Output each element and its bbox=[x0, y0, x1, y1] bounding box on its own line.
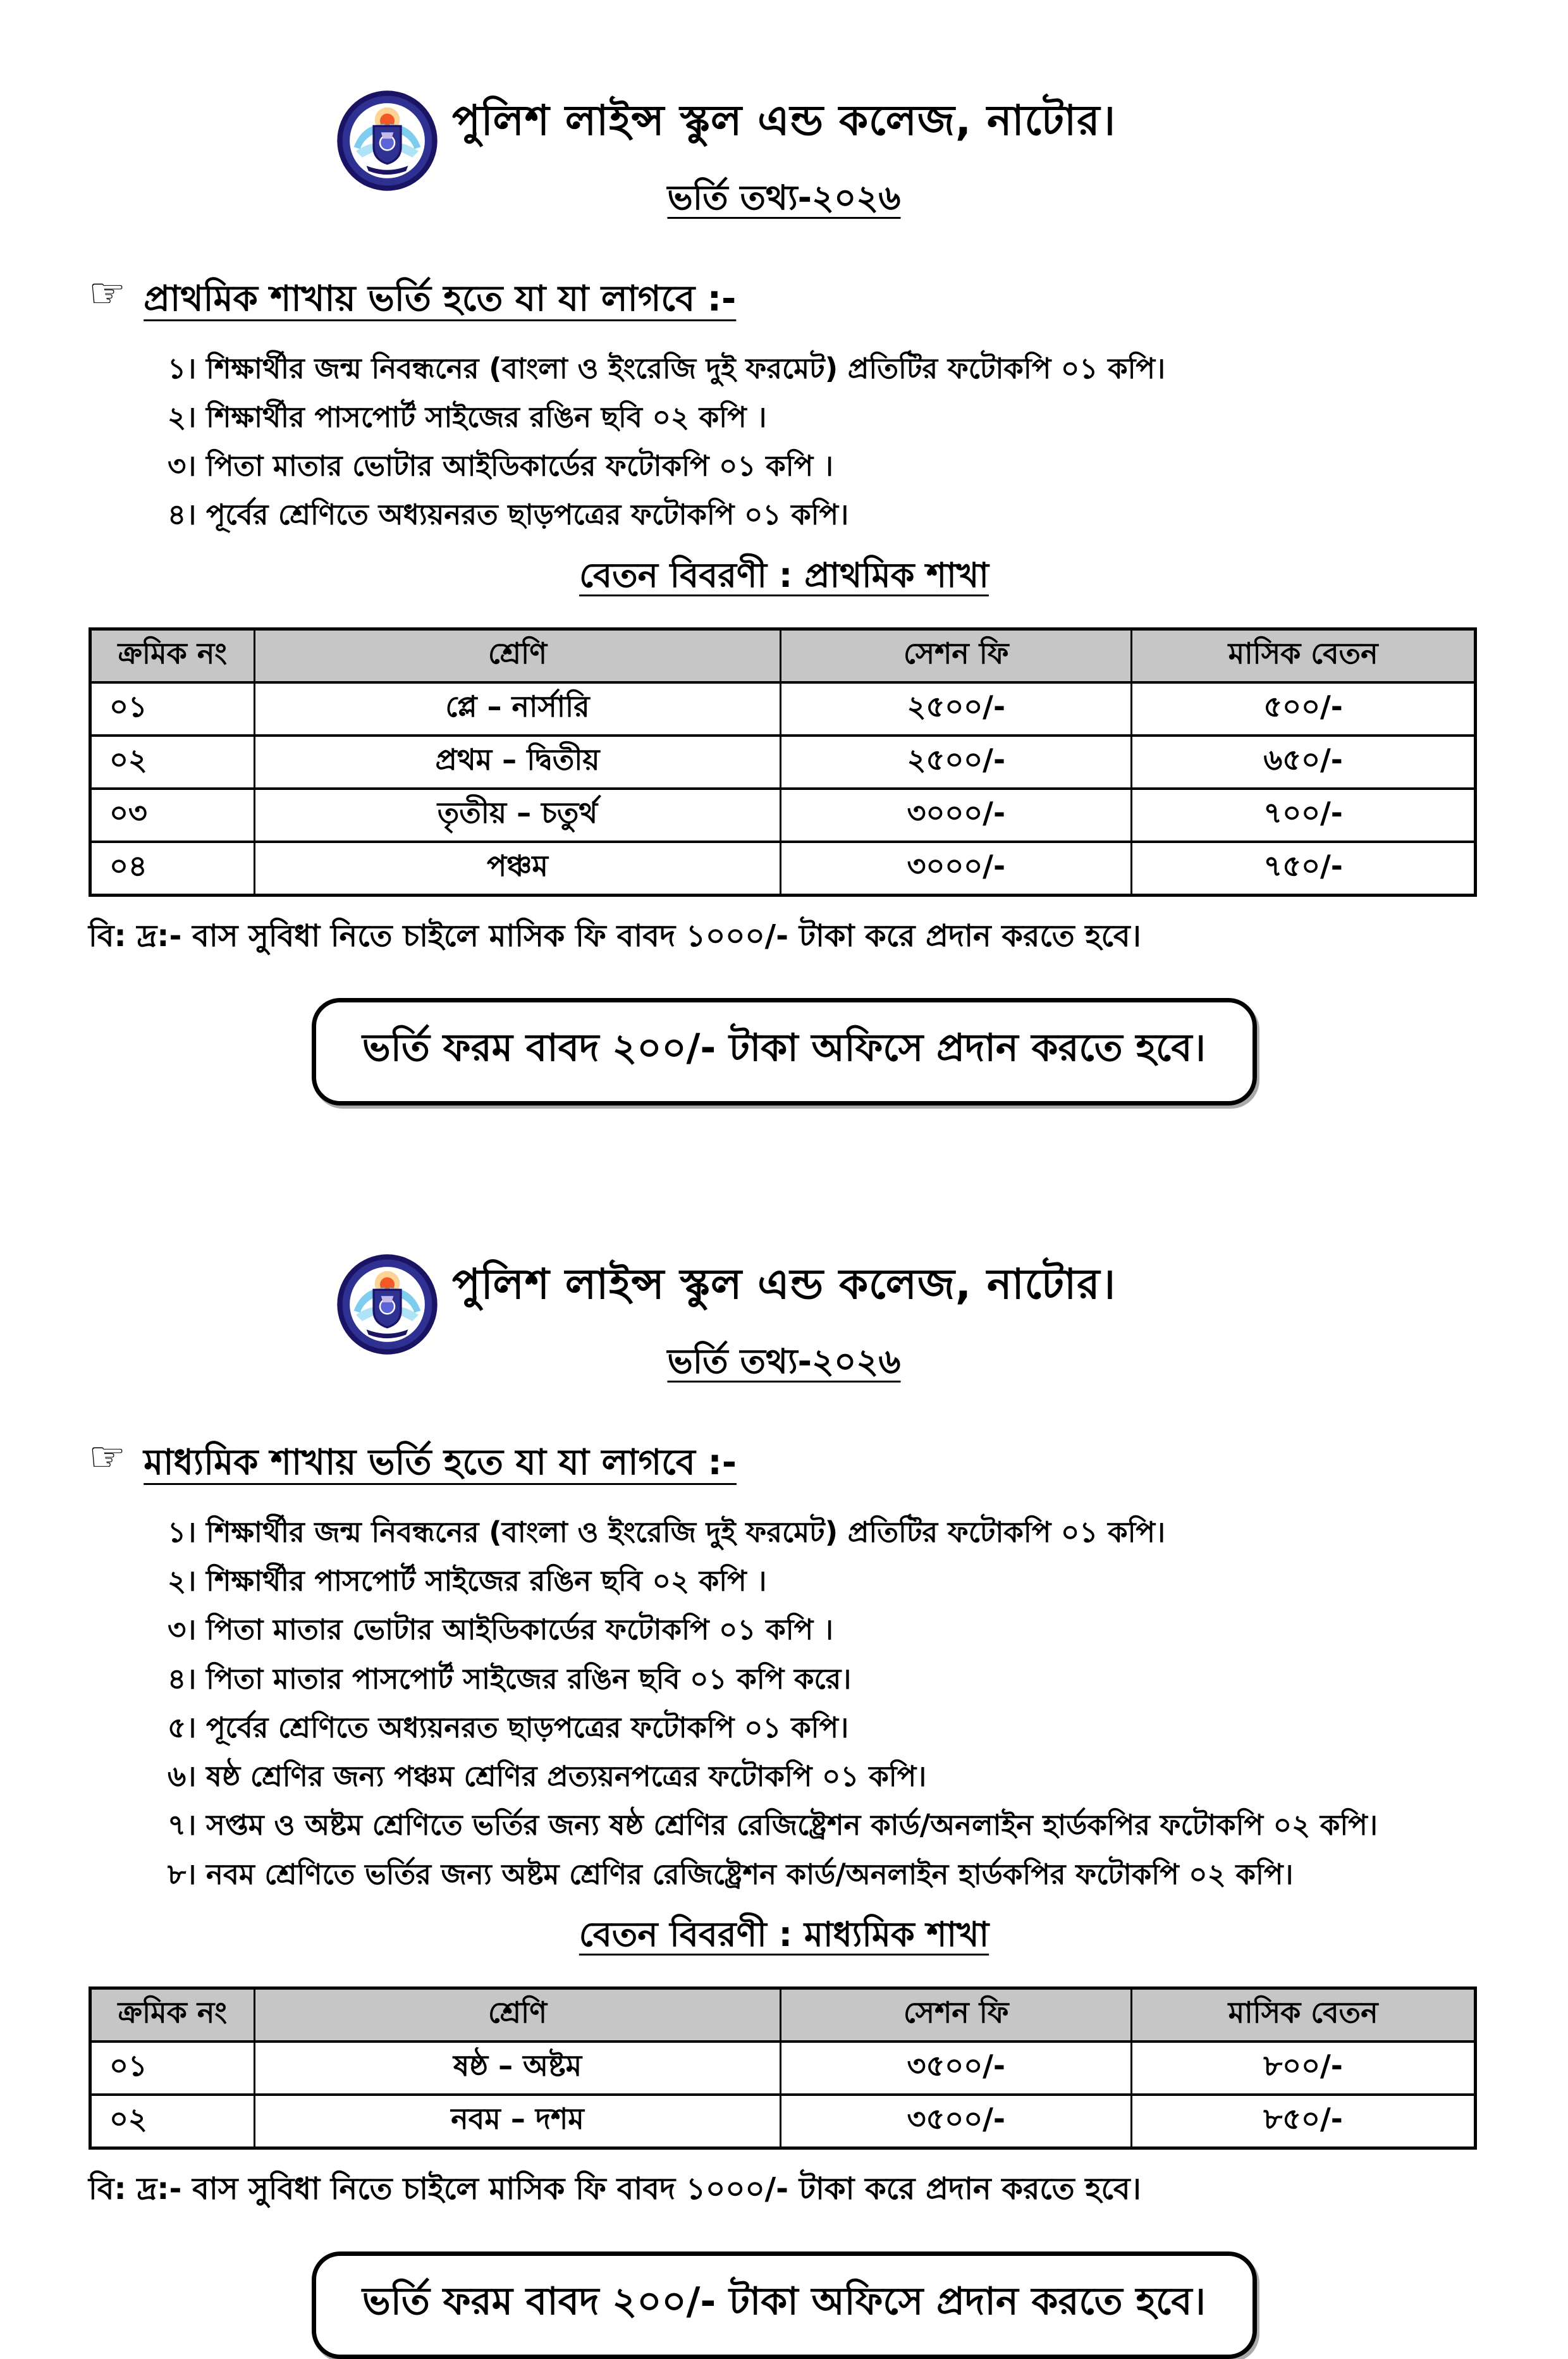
table-header-row bbox=[90, 1988, 1476, 2042]
column-header-class: শ্রেণি bbox=[254, 1988, 781, 2042]
bus-fee-note: বি: দ্র:- বাস সুবিধা নিতে চাইলে মাসিক ফি বাবদ ১০০০/- টাকা করে প্রদান করতে হবে। bbox=[89, 918, 1141, 954]
admission-info-title: ভর্তি তথ্য-২০২৬ bbox=[667, 1341, 901, 1381]
primary-requirements-heading: প্রাথমিক শাখায় ভর্তি হতে যা যা লাগবে :- bbox=[144, 278, 737, 319]
cell-serial: ০১ bbox=[90, 682, 255, 736]
school-name: পুলিশ লাইন্স স্কুল এন্ড কলেজ, নাটোর। bbox=[451, 1260, 1117, 1309]
list-item: ৪। পূর্বের শ্রেণিতে অধ্যয়নরত ছাড়পত্রের ফটোকপি ০১ কপি। bbox=[168, 498, 849, 532]
form-fee-box: ভর্তি ফরম বাবদ ২০০/- টাকা অফিসে প্রদান করতে হবে। bbox=[312, 2251, 1257, 2359]
school-logo bbox=[335, 1252, 439, 1357]
column-header-monthly-fee: মাসিক বেতন bbox=[1132, 1988, 1476, 2042]
secondary-fee-table-title: বেতন বিবরণী : মাধ্যমিক শাখা bbox=[579, 1914, 989, 1954]
cell-class: ষষ্ঠ – অষ্টম bbox=[254, 2042, 781, 2095]
cell-serial: ০২ bbox=[90, 736, 255, 789]
cell-class: প্রথম – দ্বিতীয় bbox=[254, 736, 781, 789]
cell-session-fee: ৩৫০০/- bbox=[781, 2095, 1132, 2148]
list-item: ৮। নবম শ্রেণিতে ভর্তির জন্য অষ্টম শ্রেণির রেজিষ্ট্রেশন কার্ড/অনলাইন হার্ডকপির ফটোকপি ০২ কপি। bbox=[168, 1857, 1294, 1891]
school-name: পুলিশ লাইন্স স্কুল এন্ড কলেজ, নাটোর। bbox=[451, 96, 1117, 145]
cell-monthly-fee: ৭৫০/- bbox=[1132, 842, 1476, 896]
list-item: ৩। পিতা মাতার ভোটার আইডিকার্ডের ফটোকপি ০১ কপি । bbox=[168, 1613, 833, 1647]
secondary-requirements-list bbox=[89, 1517, 1479, 1889]
secondary-fee-table bbox=[89, 1986, 1477, 2150]
cell-session-fee: ২৫০০/- bbox=[781, 736, 1132, 789]
cell-class: প্লে – নার্সারি bbox=[254, 682, 781, 736]
table-row bbox=[90, 2042, 1476, 2095]
form-fee-box: ভর্তি ফরম বাবদ ২০০/- টাকা অফিসে প্রদান করতে হবে। bbox=[312, 998, 1257, 1106]
cell-session-fee: ৩৫০০/- bbox=[781, 2042, 1132, 2095]
cell-session-fee: ২৫০০/- bbox=[781, 682, 1132, 736]
cell-monthly-fee: ৫০০/- bbox=[1132, 682, 1476, 736]
cell-monthly-fee: ৮০০/- bbox=[1132, 2042, 1476, 2095]
cell-monthly-fee: ৭০০/- bbox=[1132, 789, 1476, 842]
table-row bbox=[90, 789, 1476, 842]
column-header-serial: ক্রমিক নং bbox=[90, 629, 255, 682]
column-header-class: শ্রেণি bbox=[254, 629, 781, 682]
cell-class: তৃতীয় – চতুর্থ bbox=[254, 789, 781, 842]
cell-serial: ০৪ bbox=[90, 842, 255, 896]
list-item: ১। শিক্ষার্থীর জন্ম নিবন্ধনের (বাংলা ও ইংরেজি দুই ফরমেট) প্রতিটির ফটোকপি ০১ কপি। bbox=[168, 351, 1166, 385]
list-item: ৬। ষষ্ঠ শ্রেণির জন্য পঞ্চম শ্রেণির প্রত্যয়নপত্রের ফটোকপি ০১ কপি। bbox=[168, 1759, 927, 1794]
table-row bbox=[90, 736, 1476, 789]
requirements-heading-row bbox=[89, 1432, 1479, 1494]
school-crest-icon bbox=[335, 89, 439, 193]
cell-class: পঞ্চম bbox=[254, 842, 781, 896]
column-header-serial: ক্রমিক নং bbox=[90, 1988, 255, 2042]
secondary-branch-section bbox=[89, 1259, 1479, 2358]
bus-fee-note: বি: দ্র:- বাস সুবিধা নিতে চাইলে মাসিক ফি বাবদ ১০০০/- টাকা করে প্রদান করতে হবে। bbox=[89, 2171, 1141, 2207]
primary-branch-section bbox=[89, 95, 1479, 1106]
table-row bbox=[90, 2095, 1476, 2148]
cell-serial: ০১ bbox=[90, 2042, 255, 2095]
cell-monthly-fee: ৮৫০/- bbox=[1132, 2095, 1476, 2148]
pointing-hand-icon: ☞ bbox=[89, 268, 126, 317]
cell-serial: ০২ bbox=[90, 2095, 255, 2148]
primary-requirements-list bbox=[89, 351, 1479, 532]
column-header-session-fee: সেশন ফি bbox=[781, 1988, 1132, 2042]
primary-fee-table-title: বেতন বিবরণী : প্রাথমিক শাখা bbox=[579, 555, 989, 595]
list-item: ৪। পিতা মাতার পাসপোর্ট সাইজের রঙিন ছবি ০১ কপি করে। bbox=[168, 1661, 852, 1696]
list-item: ৩। পিতা মাতার ভোটার আইডিকার্ডের ফটোকপি ০১ কপি । bbox=[168, 449, 833, 483]
list-item: ৭। সপ্তম ও অষ্টম শ্রেণিতে ভর্তির জন্য ষষ্ঠ শ্রেণির রেজিষ্ট্রেশন কার্ড/অনলাইন হার্ডকপির ফটোকপি ০২ কপি। bbox=[168, 1808, 1378, 1842]
list-item: ২। শিক্ষার্থীর পাসপোর্ট সাইজের রঙিন ছবি ০২ কপি । bbox=[168, 1564, 767, 1598]
admission-info-title: ভর্তি তথ্য-২০২৬ bbox=[667, 177, 901, 218]
secondary-requirements-heading: মাধ্যমিক শাখায় ভর্তি হতে যা যা লাগবে :- bbox=[144, 1441, 737, 1483]
school-crest-icon bbox=[335, 1252, 439, 1357]
list-item: ১। শিক্ষার্থীর জন্ম নিবন্ধনের (বাংলা ও ইংরেজি দুই ফরমেট) প্রতিটির ফটোকপি ০১ কপি। bbox=[168, 1515, 1166, 1549]
cell-session-fee: ৩০০০/- bbox=[781, 789, 1132, 842]
pointing-hand-icon: ☞ bbox=[89, 1432, 126, 1481]
table-row bbox=[90, 842, 1476, 896]
document-header bbox=[89, 95, 1479, 228]
list-item: ২। শিক্ষার্থীর পাসপোর্ট সাইজের রঙিন ছবি ০২ কপি । bbox=[168, 400, 767, 434]
requirements-heading-row bbox=[89, 268, 1479, 331]
school-logo bbox=[335, 89, 439, 193]
primary-fee-table bbox=[89, 627, 1477, 897]
cell-serial: ০৩ bbox=[90, 789, 255, 842]
table-row bbox=[90, 682, 1476, 736]
document-header bbox=[89, 1259, 1479, 1392]
table-header-row bbox=[90, 629, 1476, 682]
cell-session-fee: ৩০০০/- bbox=[781, 842, 1132, 896]
column-header-session-fee: সেশন ফি bbox=[781, 629, 1132, 682]
list-item: ৫। পূর্বের শ্রেণিতে অধ্যয়নরত ছাড়পত্রের ফটোকপি ০১ কপি। bbox=[168, 1710, 849, 1744]
cell-class: নবম – দশম bbox=[254, 2095, 781, 2148]
column-header-monthly-fee: মাসিক বেতন bbox=[1132, 629, 1476, 682]
cell-monthly-fee: ৬৫০/- bbox=[1132, 736, 1476, 789]
